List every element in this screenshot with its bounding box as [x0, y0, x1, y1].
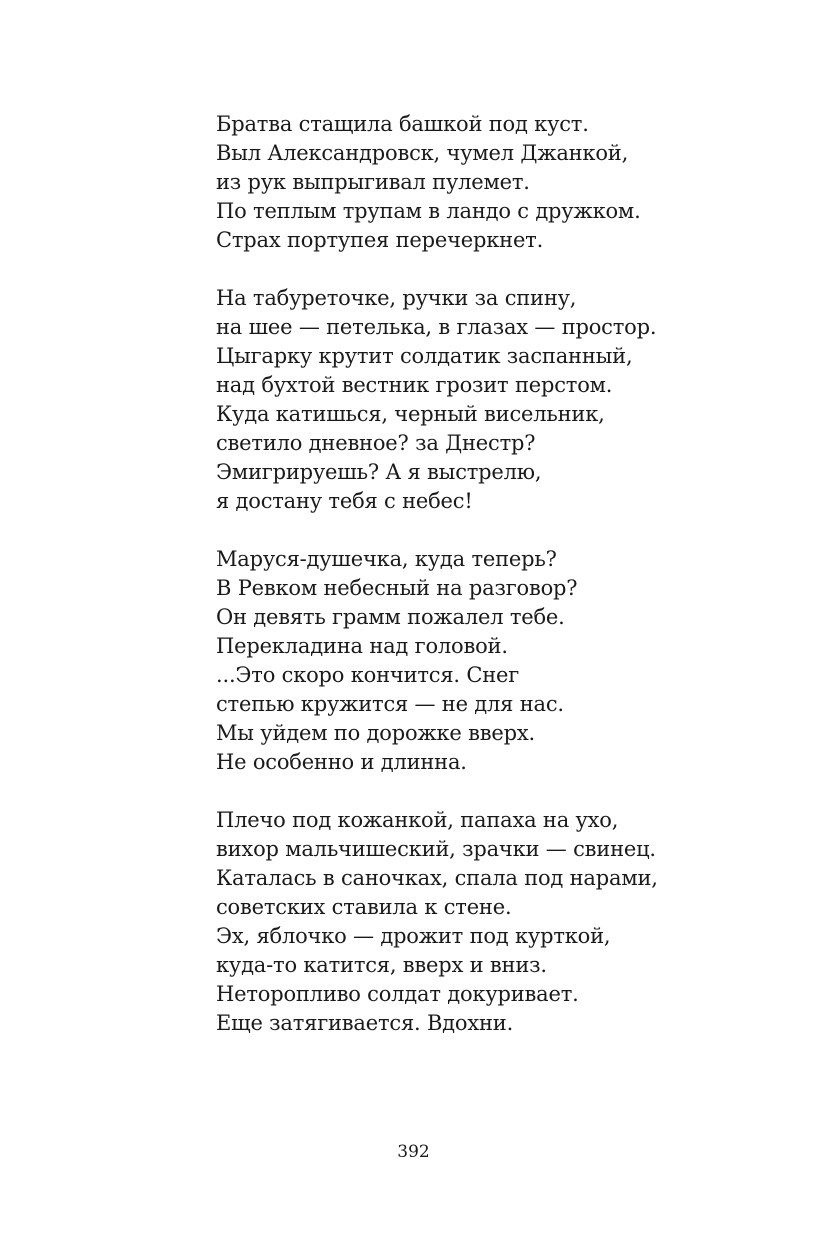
stanza-4	[216, 806, 776, 1038]
stanza-1	[216, 110, 776, 255]
poem-line: Выл Александровск, чумел Джанкой,	[216, 141, 629, 165]
poem-line: на шее — петелька, в глазах — простор.	[216, 315, 657, 339]
poem-line: я достану тебя с небес!	[216, 489, 473, 513]
stanza-2	[216, 284, 776, 516]
poem-line: Не особенно и длинна.	[216, 750, 467, 774]
poem-text	[216, 110, 776, 1067]
poem-line: Братва стащила башкой под куст.	[216, 112, 589, 136]
page-number: 392	[397, 1142, 430, 1162]
poem-line: По теплым трупам в ландо с дружком.	[216, 199, 641, 223]
poem-line: Эмигрируешь? А я выстрелю,	[216, 460, 542, 484]
poem-line: Цыгарку крутит солдатик заспанный,	[216, 344, 633, 368]
poem-line: советских ставила к стене.	[216, 895, 512, 919]
poem-line: Плечо под кожанкой, папаха на ухо,	[216, 808, 619, 832]
poem-line: из рук выпрыгивал пулемет.	[216, 170, 530, 194]
poem-line: Он девять грамм пожалел тебе.	[216, 605, 565, 629]
poem-line: Неторопливо солдат докуривает.	[216, 982, 579, 1006]
poem-line: Перекладина над головой.	[216, 634, 508, 658]
poem-line: На табуреточке, ручки за спину,	[216, 286, 577, 310]
poem-line: Страх портупея перечеркнет.	[216, 228, 544, 252]
poem-line: над бухтой вестник грозит перстом.	[216, 373, 613, 397]
poem-line: вихор мальчишеский, зрачки — свинец.	[216, 837, 656, 861]
poem-line: ...Это скоро кончится. Снег	[216, 663, 520, 687]
poem-line: куда-то катится, вверх и вниз.	[216, 953, 547, 977]
poem-line: Каталась в саночках, спала под нарами,	[216, 866, 658, 890]
poem-line: Куда катишься, черный висельник,	[216, 402, 605, 426]
poem-line: Мы уйдем по дорожке вверх.	[216, 721, 535, 745]
poem-line: В Ревком небесный на разговор?	[216, 576, 578, 600]
stanza-3	[216, 545, 776, 777]
poem-line: Еще затягивается. Вдохни.	[216, 1011, 514, 1035]
poem-line: Маруся-душечка, куда теперь?	[216, 547, 557, 571]
poem-line: Эх, яблочко — дрожит под курткой,	[216, 924, 611, 948]
poem-line: светило дневное? за Днестр?	[216, 431, 536, 455]
poem-line: степью кружится — не для нас.	[216, 692, 564, 716]
